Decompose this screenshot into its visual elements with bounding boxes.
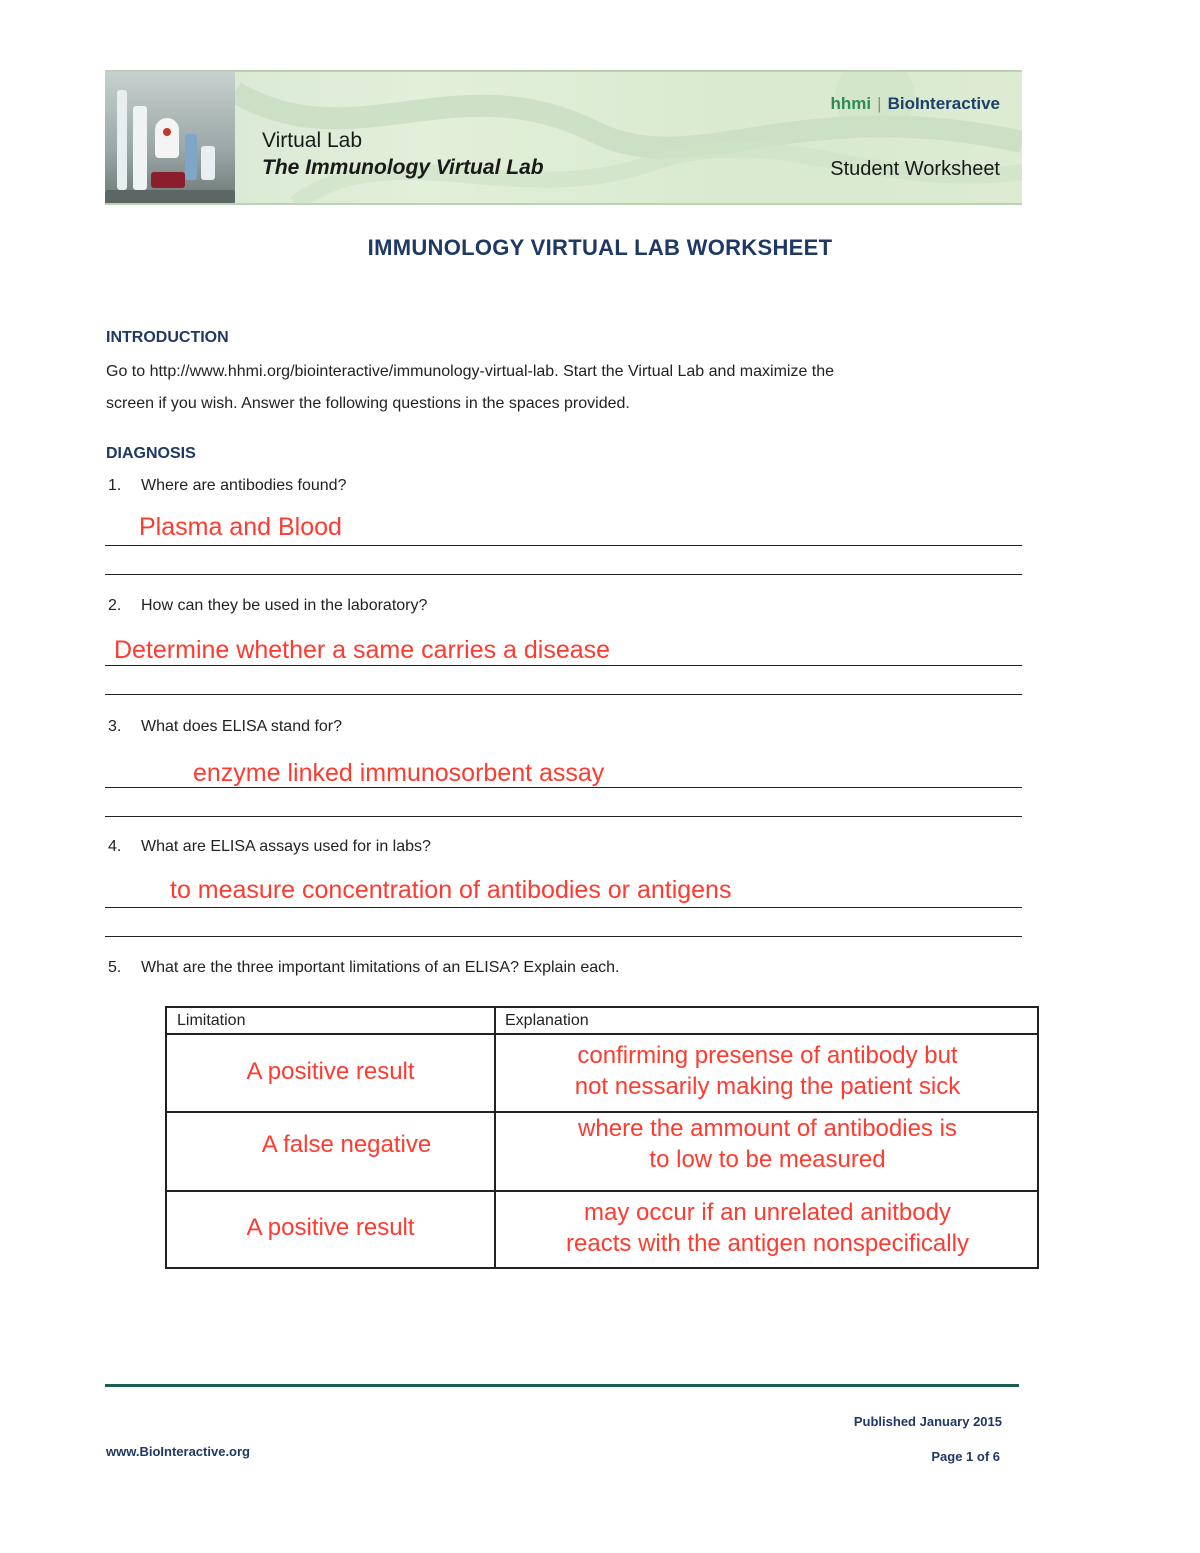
logo-brand: BioInteractive <box>887 94 1000 113</box>
question-3-text: What does ELISA stand for? <box>141 718 343 735</box>
page-title: IMMUNOLOGY VIRTUAL LAB WORKSHEET <box>367 235 833 260</box>
table-header-divider <box>167 1033 1037 1035</box>
answer-3: enzyme linked immunosorbent assay <box>193 759 605 787</box>
lab-equipment-image <box>105 72 235 203</box>
page-number: Page 1 of 6 <box>931 1449 1000 1464</box>
answer-line <box>105 936 1022 937</box>
answer-2: Determine whether a same carries a disease <box>114 636 611 664</box>
answer-line <box>105 816 1022 817</box>
question-4-number: 4. <box>108 838 122 855</box>
introduction-text-line2: screen if you wish. Answer the following questions in the spaces provided. <box>106 395 630 412</box>
answer-line <box>105 665 1022 666</box>
table-cell-limitation: A positive result <box>246 1214 415 1241</box>
table-cell-explanation-line2: reacts with the antigen nonspecifically <box>566 1230 969 1257</box>
table-cell-limitation: A false negative <box>261 1131 432 1158</box>
hhmi-logo <box>831 94 1000 114</box>
table-header-limitation: Limitation <box>177 1012 246 1029</box>
header-banner <box>105 70 1022 205</box>
limitations-table <box>165 1006 1039 1269</box>
answer-line <box>105 787 1022 788</box>
published-date: Published January 2015 <box>853 1414 1002 1429</box>
table-cell-explanation-line2: not nessarily making the patient sick <box>574 1073 961 1100</box>
question-1-number: 1. <box>108 477 122 494</box>
table-row-divider <box>167 1190 1037 1192</box>
question-3-number: 3. <box>108 718 122 735</box>
logo-separator: | <box>877 94 882 113</box>
answer-1: Plasma and Blood <box>139 513 342 541</box>
answer-line <box>105 574 1022 575</box>
table-cell-explanation-line1: where the ammount of antibodies is <box>578 1115 957 1142</box>
footer-divider <box>105 1384 1019 1387</box>
footer-website-link[interactable]: www.BioInteractive.org <box>106 1444 250 1459</box>
question-5-text: What are the three important limitations of an ELISA? Explain each. <box>141 959 620 976</box>
logo-hhmi: hhmi <box>830 94 872 113</box>
question-1-text: Where are antibodies found? <box>141 477 347 494</box>
question-2-number: 2. <box>108 597 122 614</box>
answer-line <box>105 545 1022 546</box>
table-cell-limitation: A positive result <box>246 1058 415 1085</box>
question-5-number: 5. <box>108 959 122 976</box>
question-2-text: How can they be used in the laboratory? <box>141 597 428 614</box>
introduction-text-line1: Go to http://www.hhmi.org/biointeractive/immunology-virtual-lab. Start the Virtual Lab and maximize the <box>106 363 835 380</box>
student-worksheet-label: Student Worksheet <box>830 158 1000 180</box>
table-cell-explanation-line1: may occur if an unrelated anitbody <box>584 1199 951 1226</box>
table-header-explanation: Explanation <box>505 1012 589 1029</box>
answer-4: to measure concentration of antibodies or antigens <box>170 876 732 904</box>
answer-line <box>105 694 1022 695</box>
question-4-text: What are ELISA assays used for in labs? <box>141 838 431 855</box>
table-cell-explanation-line2: to low to be measured <box>649 1146 886 1173</box>
banner-subtitle: Virtual Lab <box>262 129 363 152</box>
banner-title: The Immunology Virtual Lab <box>262 156 544 179</box>
table-cell-explanation-line1: confirming presense of antibody but <box>577 1042 958 1069</box>
diagnosis-heading: DIAGNOSIS <box>106 445 196 462</box>
answer-line <box>105 907 1022 908</box>
introduction-heading: INTRODUCTION <box>106 329 229 346</box>
